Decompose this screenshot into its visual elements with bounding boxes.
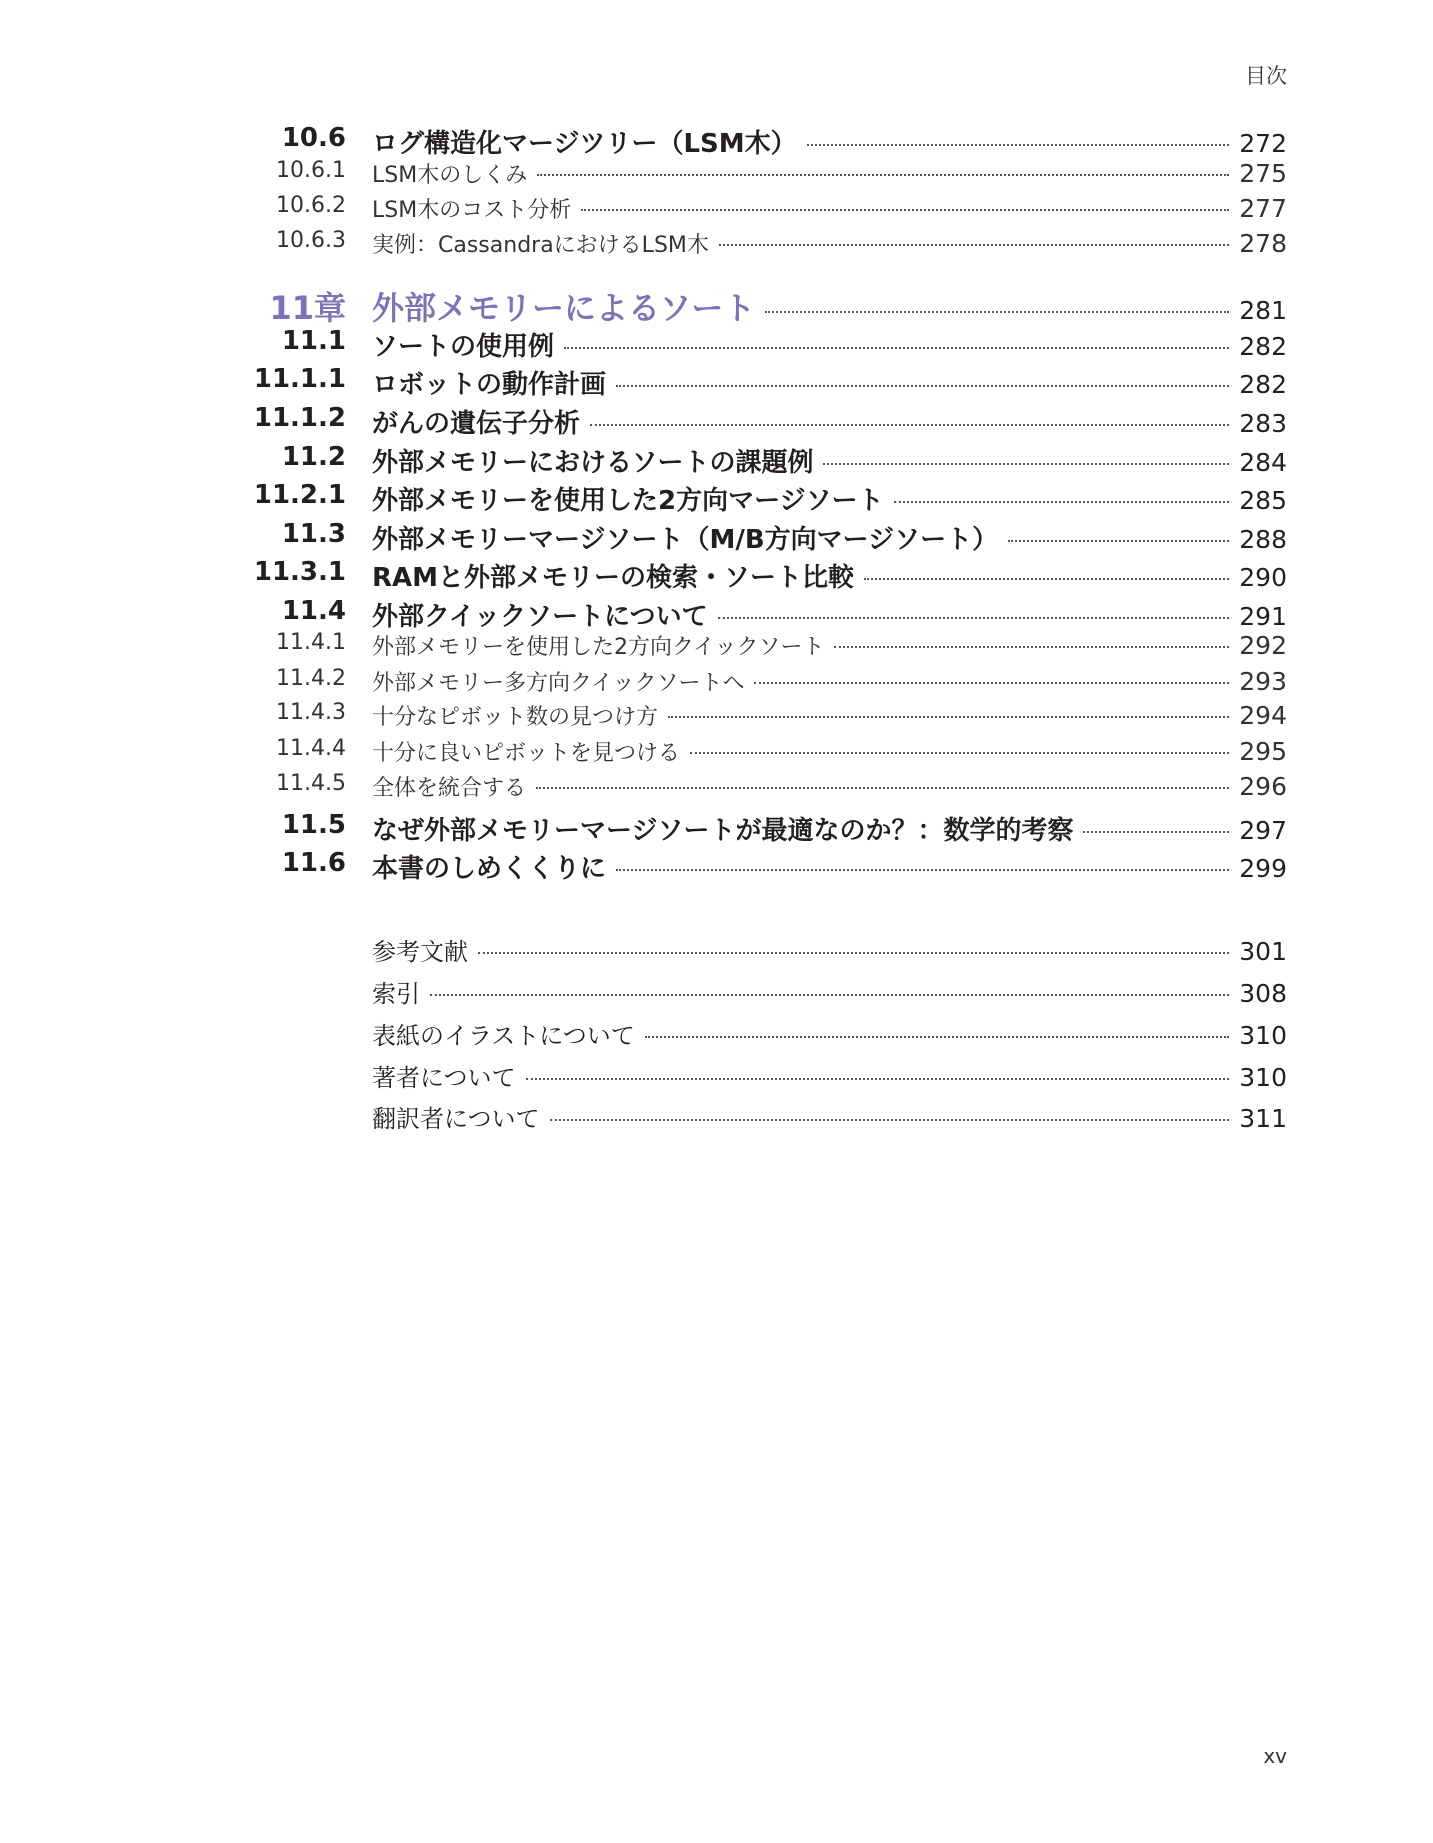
dot-leader (550, 1119, 1230, 1121)
toc-entry[interactable] (0, 193, 1433, 229)
dot-leader (690, 752, 1229, 754)
toc-entry-page: 272 (1239, 129, 1287, 158)
toc-entry-page: 288 (1239, 525, 1287, 554)
dot-leader (754, 682, 1229, 684)
toc-entry-page: 284 (1239, 448, 1287, 477)
toc-entry-title: 外部クイックソートについて (372, 602, 708, 632)
toc-entry[interactable] (0, 364, 1433, 404)
toc-entry[interactable] (0, 630, 1433, 666)
toc-entry[interactable] (0, 848, 1433, 888)
toc-entry-number: 11.1.2 (253, 403, 346, 433)
toc-entry[interactable] (0, 932, 1433, 972)
toc-entry[interactable] (0, 974, 1433, 1014)
toc-entry-number: 11.4.3 (276, 700, 346, 725)
toc-entry[interactable] (0, 1016, 1433, 1056)
toc-entry-number: 11章 (269, 289, 346, 327)
dot-leader (1008, 540, 1229, 542)
dot-leader (536, 787, 1229, 789)
dot-leader (590, 424, 1229, 426)
toc-entry-page: 295 (1239, 737, 1287, 766)
toc-entry[interactable] (0, 123, 1433, 163)
toc-entry-page: 281 (1239, 296, 1287, 325)
toc-entry-title: 外部メモリーを使用した2方向クイックソート (372, 635, 825, 660)
toc-entry-page: 296 (1239, 772, 1287, 801)
toc-entry-page: 301 (1239, 937, 1287, 966)
toc-entry[interactable] (0, 158, 1433, 194)
dot-leader (668, 716, 1229, 718)
toc-entry[interactable] (0, 736, 1433, 772)
toc-entry-number: 11.3 (281, 519, 346, 549)
toc-entry-number: 11.2 (281, 442, 346, 472)
page-number: xv (1263, 1744, 1287, 1768)
toc-entry-title: なぜ外部メモリーマージソートが最適なのか？：数学的考察 (372, 816, 1074, 846)
dot-leader (581, 209, 1229, 211)
toc-entry-page: 277 (1239, 194, 1287, 223)
toc-entry-title: RAMと外部メモリーの検索・ソート比較 (372, 563, 855, 593)
toc-entry-page: 275 (1239, 159, 1287, 188)
toc-entry-page: 310 (1239, 1063, 1287, 1092)
toc-entry[interactable] (0, 442, 1433, 482)
toc-entry[interactable] (0, 557, 1433, 597)
dot-leader (430, 994, 1229, 996)
toc-entry-page: 285 (1239, 486, 1287, 515)
running-header: 目次 (1245, 64, 1287, 88)
toc-entry-title: 実例：CassandraにおけるLSM木 (372, 233, 709, 258)
toc-entry-title: 外部メモリーマージソート（M/B方向マージソート） (372, 525, 999, 555)
toc-entry-title: 参考文献 (372, 938, 468, 966)
dot-leader (894, 501, 1230, 503)
toc-entry-number: 10.6.1 (276, 158, 346, 183)
toc-entry-title: 十分なピボット数の見つけ方 (372, 705, 659, 730)
dot-leader (807, 144, 1230, 146)
dot-leader (645, 1036, 1229, 1038)
toc-entry-page: 297 (1239, 816, 1287, 845)
toc-entry[interactable] (0, 1099, 1433, 1139)
toc-entry[interactable] (0, 666, 1433, 702)
toc-entry-number: 11.6 (281, 848, 346, 878)
toc-entry-page: 292 (1239, 631, 1287, 660)
dot-leader (616, 385, 1229, 387)
toc-entry-title: 索引 (372, 980, 420, 1008)
toc-entry-page: 282 (1239, 332, 1287, 361)
toc-entry[interactable] (0, 326, 1433, 366)
dot-leader (564, 347, 1229, 349)
dot-leader (719, 244, 1229, 246)
toc-entry-number: 11.4.5 (276, 771, 346, 796)
toc-entry[interactable] (0, 519, 1433, 559)
toc-entry-number: 11.4.1 (276, 630, 346, 655)
toc-entry-title: ログ構造化マージツリー（LSM木） (372, 129, 797, 159)
toc-entry[interactable] (0, 480, 1433, 520)
toc-entry-page: 308 (1239, 979, 1287, 1008)
toc-entry-number: 11.4 (281, 596, 346, 626)
toc-entry-title: 翻訳者について (372, 1105, 540, 1133)
toc-entry-number: 10.6 (281, 123, 346, 153)
toc-entry-title: LSM木のコスト分析 (372, 198, 572, 223)
toc-entry-number: 10.6.2 (276, 193, 346, 218)
toc-entry-title: 外部メモリーによるソート (372, 289, 756, 327)
dot-leader (834, 646, 1229, 648)
toc-entry-number: 11.1.1 (253, 364, 346, 394)
toc-entry-number: 10.6.3 (276, 228, 346, 253)
toc-entry[interactable] (0, 810, 1433, 850)
toc-entry[interactable] (0, 403, 1433, 443)
dot-leader (616, 869, 1229, 871)
dot-leader (478, 952, 1229, 954)
toc-entry-title: 全体を統合する (372, 776, 527, 801)
toc-entry-title: 外部メモリーを使用した2方向マージソート (372, 486, 884, 516)
toc-entry-title: 本書のしめくくりに (372, 854, 607, 884)
toc-entry-page: 290 (1239, 563, 1287, 592)
dot-leader (765, 311, 1229, 313)
toc-entry-page: 310 (1239, 1021, 1287, 1050)
dot-leader (537, 174, 1229, 176)
toc-entry-title: 表紙のイラストについて (372, 1022, 635, 1050)
toc-entry-number: 11.5 (281, 810, 346, 840)
toc-entry-number: 11.2.1 (253, 480, 346, 510)
toc-entry[interactable] (0, 283, 1433, 329)
dot-leader (526, 1078, 1230, 1080)
toc-entry[interactable] (0, 228, 1433, 264)
toc-entry-number: 11.4.4 (276, 736, 346, 761)
toc-entry-page: 293 (1239, 667, 1287, 696)
toc-entry-page: 291 (1239, 602, 1287, 631)
toc-entry-title: 外部メモリー多方向クイックソートへ (372, 671, 745, 696)
toc-entry-page: 311 (1239, 1104, 1287, 1133)
toc-entry-number: 11.3.1 (253, 557, 346, 587)
toc-entry-page: 278 (1239, 229, 1287, 258)
dot-leader (718, 617, 1230, 619)
toc-entry-page: 294 (1239, 701, 1287, 730)
toc-entry-title: 十分に良いピボットを見つける (372, 741, 681, 766)
toc-entry-title: 外部メモリーにおけるソートの課題例 (372, 448, 814, 478)
dot-leader (1083, 831, 1229, 833)
toc-entry-title: ソートの使用例 (372, 332, 555, 362)
toc-entry-page: 283 (1239, 409, 1287, 438)
toc-entry-title: LSM木のしくみ (372, 163, 528, 188)
toc-entry-page: 282 (1239, 370, 1287, 399)
toc-entry-number: 11.4.2 (276, 666, 346, 691)
toc-entry[interactable] (0, 771, 1433, 807)
toc-entry-title: がんの遺伝子分析 (372, 409, 581, 439)
dot-leader (864, 578, 1229, 580)
toc-entry-number: 11.1 (281, 326, 346, 356)
toc-entry[interactable] (0, 1058, 1433, 1098)
toc-entry-title: ロボットの動作計画 (372, 370, 607, 400)
toc-entry-page: 299 (1239, 854, 1287, 883)
toc-entry-title: 著者について (372, 1064, 516, 1092)
dot-leader (823, 463, 1229, 465)
toc-entry[interactable] (0, 700, 1433, 736)
